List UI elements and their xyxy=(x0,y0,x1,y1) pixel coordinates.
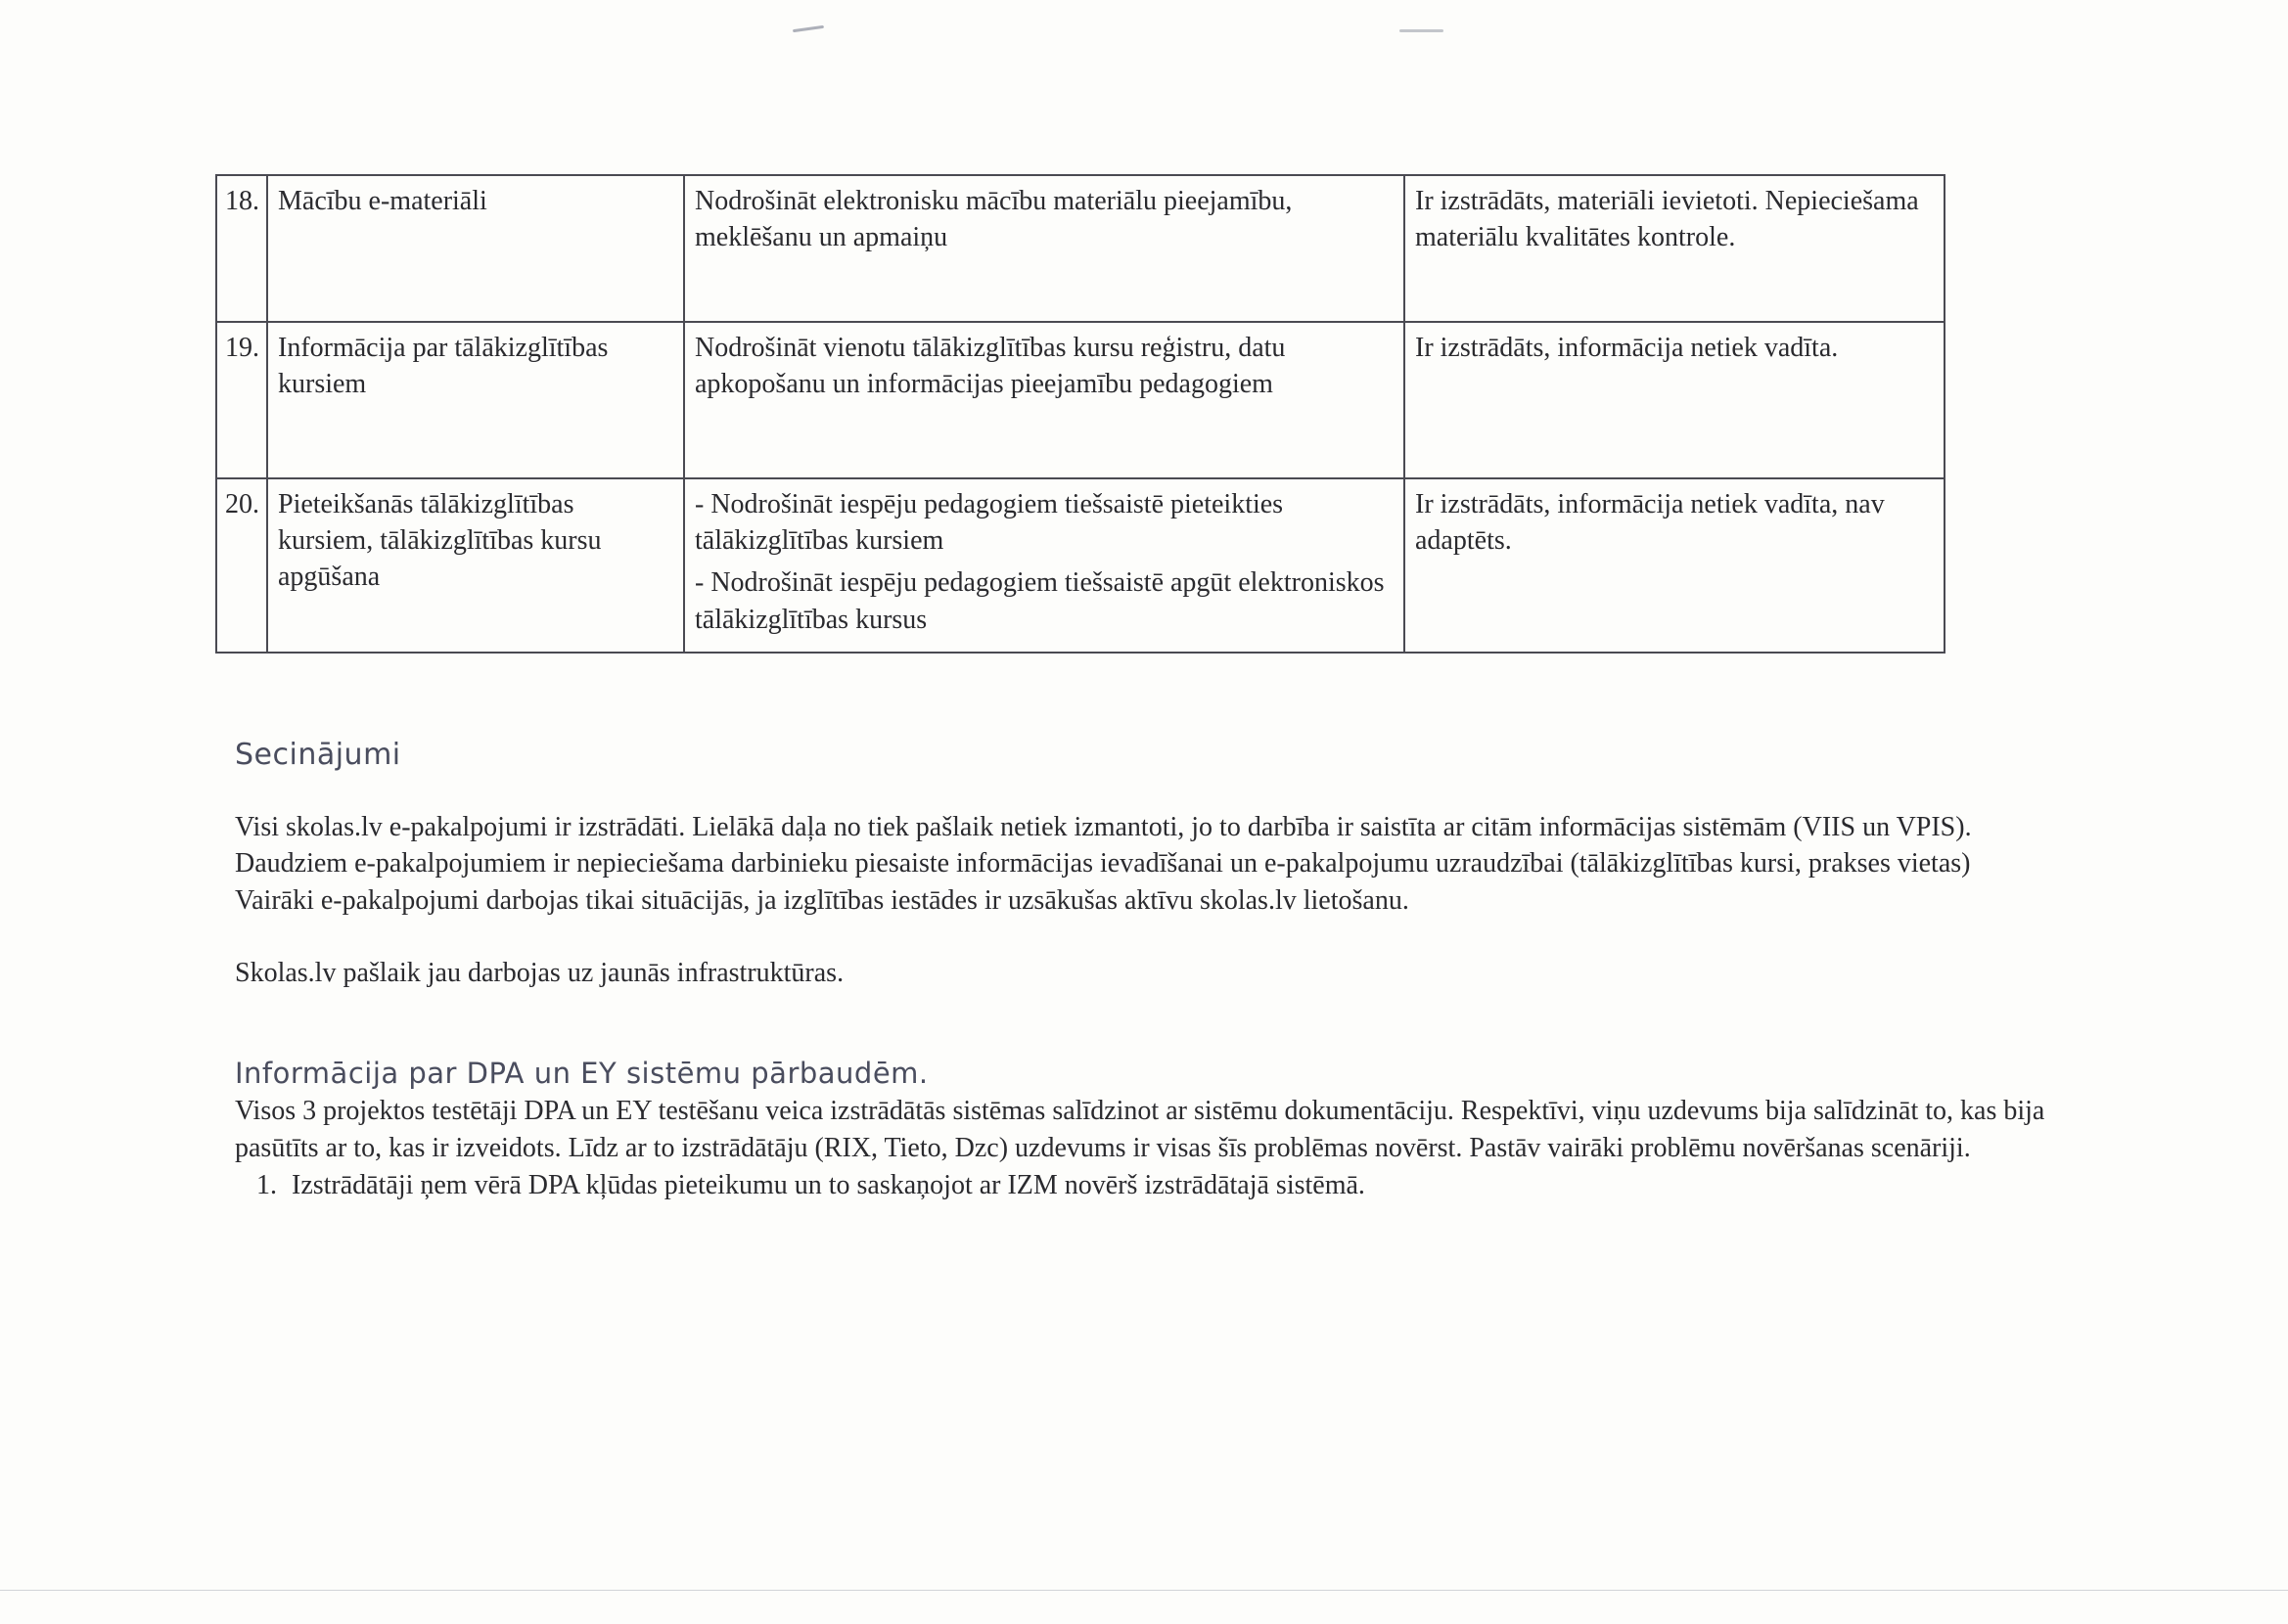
service-goal xyxy=(684,322,1404,478)
service-name: Pieteikšanās tālākizglītības kursiem, tālākizglītības kursu apgūšana xyxy=(267,478,684,653)
service-goal xyxy=(684,175,1404,322)
paragraph: Skolas.lv pašlaik jau darbojas uz jaunās infrastruktūras. xyxy=(235,957,845,988)
row-number: 18. xyxy=(216,175,267,322)
conclusions-section xyxy=(235,736,2055,992)
service-name: Informācija par tālākizglītības kursiem xyxy=(267,322,684,478)
row-number: 20. xyxy=(216,478,267,653)
service-status: Ir izstrādāts, informācija netiek vadīta, nav adaptēts. xyxy=(1404,478,1945,653)
goal-item: - Nodrošināt iespēju pedagogiem tiešsaistē pieteikties tālākizglītības kursiem xyxy=(695,489,1284,557)
table-row xyxy=(216,478,1945,653)
section-heading: Informācija par DPA un EY sistēmu pārbaudēm. xyxy=(235,1057,929,1090)
section-heading: Secinājumi xyxy=(235,738,401,772)
goal-item: - Nodrošināt iespēju pedagogiem tiešsaistē apgūt elektroniskos tālākizglītības kursus xyxy=(695,567,1385,635)
table-row xyxy=(216,175,1945,322)
scenario-list xyxy=(235,1167,2055,1204)
service-goal xyxy=(684,478,1404,653)
paragraph: Visos 3 projektos testētāji DPA un EY testēšanu veica izstrādātās sistēmas salīdzinot ar sistēmu dokumentāciju. Respektīvi, viņu uzdevums bija salīdzināt to, kas bija pasūtīts ar to, kas ir izveidots. Līdz ar to izstrādātāju (RIX, Tieto, Dzc) uzdevums ir visas šīs problēmas novērst. Pastāv vairāki problēmu novēršanas scenāriji. xyxy=(235,1096,2045,1163)
scan-artifact xyxy=(1399,29,1443,32)
scan-edge-line xyxy=(0,1590,2288,1591)
list-item: 1. Izstrādātāji ņem vērā DPA kļūdas pieteikumu un to saskaņojot ar IZM novērš izstrādātajā sistēmā. xyxy=(284,1167,2055,1204)
paragraph: Visi skolas.lv e-pakalpojumi ir izstrādāti. Lielākā daļa no tiek pašlaik netiek izmantoti, jo to darbība ir saistīta ar citām informācijas sistēmām (VIIS un VPIS). Daudziem e-pakalpojumiem ir nepieciešama darbinieku piesaiste informācijas ievadīšanai un e-pakalpojumu uzraudzībai (tālākizglītības kursi, prakses vietas) Vairāki e-pakalpojumi darbojas tikai situācijās, ja izglītības iestādes ir uzsākušas aktīvu skolas.lv lietošanu. xyxy=(235,811,1972,917)
scan-artifact xyxy=(793,25,824,32)
service-status: Ir izstrādāts, materiāli ievietoti. Nepieciešama materiālu kvalitātes kontrole. xyxy=(1404,175,1945,322)
goal-item: Nodrošināt vienotu tālākizglītības kursu reģistru, datu apkopošanu un informācijas pieejamību pedagogiem xyxy=(695,333,1286,400)
goal-item: Nodrošināt elektronisku mācību materiālu pieejamību, meklēšanu un apmaiņu xyxy=(695,186,1293,253)
table-row xyxy=(216,322,1945,478)
service-name: Mācību e-materiāli xyxy=(267,175,684,322)
services-table xyxy=(215,174,1945,654)
checks-section xyxy=(235,1055,2055,1204)
row-number: 19. xyxy=(216,322,267,478)
service-status: Ir izstrādāts, informācija netiek vadīta. xyxy=(1404,322,1945,478)
